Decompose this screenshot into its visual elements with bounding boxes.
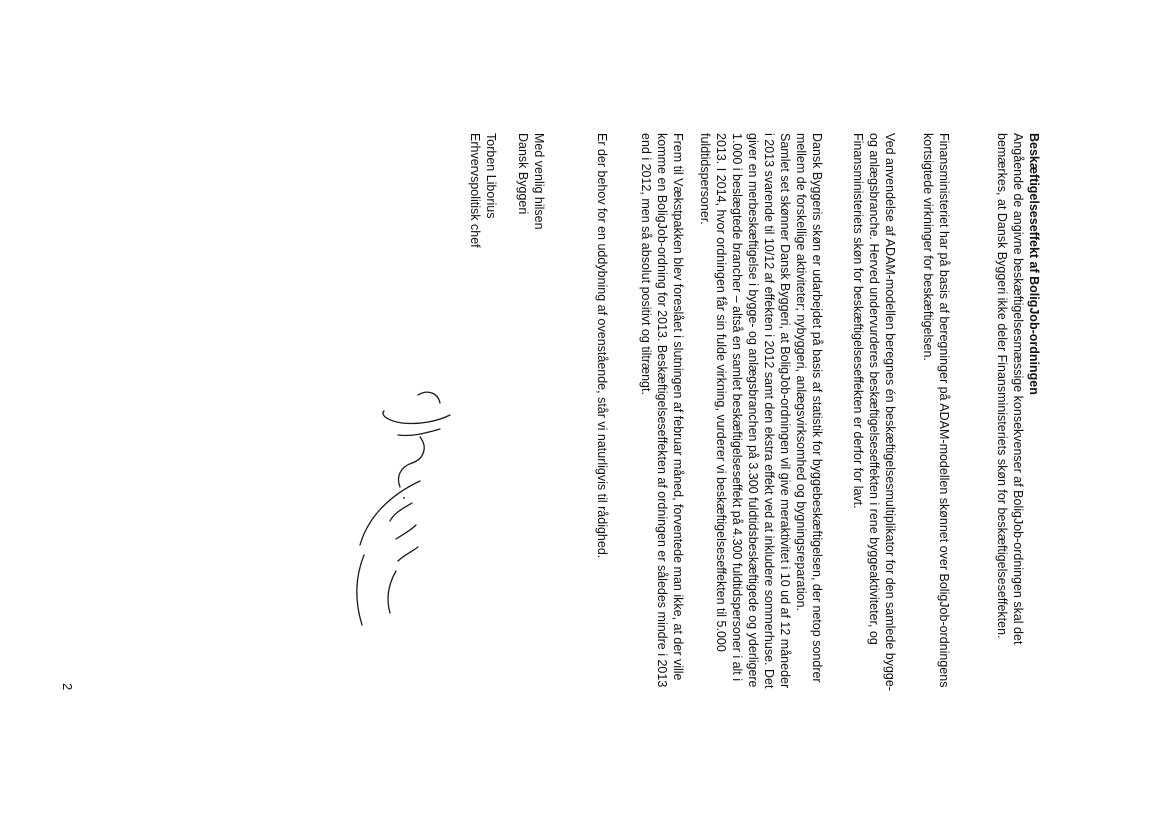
sender-organization: Dansk Byggeri (516, 133, 530, 215)
page-number: 2 (60, 683, 75, 691)
sender-title: Erhvervspolitisk chef (468, 133, 482, 248)
sender-name: Torben Liborius (484, 133, 498, 219)
handwritten-signature (335, 385, 460, 635)
paragraph-adam-model: Ved anvendelse af ADAM-modellen beregnes én beskæftigelsesmultiplikator for den samlede bygge- og anlægsbranche. Herved undervurderes beskæftigelseseffekten i rene byggeaktiviteter, og Finansministeriets skøn for beskæftigelseseffekten er derfor for lavt. (851, 133, 897, 691)
paragraph-vaekstpakken: Frem til Vækstpakken blev foreslået i slutningen af februar måned, forventede man ikke, at der ville komme en BoligJob-ordning for 2013. Beskæftigelseseffekten af ordningen er således mindre i 2013 end i 2012, men så absolut positivt og tiltrængt. (639, 133, 685, 688)
paragraph-total-estimate: Samlet set skønner Dansk Byggeri, at BoligJob-ordningen vil give meraktivitet i 10 ud af 12 måneder i 2013 svarende til 10/12 af effekten i 2012 samt den ekstra effekt ved at inkludere sommerhuse. Det giver en merbeskæftigelse i bygge- og anlægsbranchen på 3.300 fuldtidsbeskæftigede og yderligere 1.000 i beslægtede brancher – altså en samlet beskæftigelseseffekt på 4.300 fuldtidspersoner i alt i 2013. I 2014, hvor ordningen får sin fulde virkning, vurderer vi beskæftigelseseffekten til 5.000 fuldtidspersoner. (698, 133, 792, 689)
greeting: Med venlig hilsen (532, 133, 546, 230)
section-intro (994, 133, 1042, 693)
intro-paragraph: Angående de angivne beskæftigelsesmæssige konsekvenser af BoligJob-ordningen skal det bemærkes, at Dansk Byggeri ikke deler Finansministeriets skøn for beskæftigelseseffekten. (995, 133, 1025, 645)
scan-speck (403, 497, 405, 499)
paragraph-finansministeriet: Finansministeriet har på basis af beregninger på ADAM-modellen skønnet over BoligJob-ordningens kortsigtede virkninger for beskæftigelsen. (921, 133, 951, 688)
paragraph-closing-offer: Er der behov for en uddybning af ovenstående, står vi naturligvis til rådighed. (595, 133, 609, 559)
section-heading: Beskæftigelseseffekt af BoligJob-ordningen (1027, 133, 1041, 395)
signature-block (467, 133, 547, 693)
paragraph-dansk-byggeri-estimate: Dansk Byggeris skøn er udarbejdet på basis af statistik for byggebeskæftigelsen, der netop sondrer mellem de forskellige aktiviteter; nybyggeri, anlægsvirksomhed og bygningsreparation. Samlet set skønner Dansk Byggeri, at BoligJob-ordningen vil give meraktivitet i 10 ud af 12 måneder i 2013 svarende til 10/12 af effekten i 2012 samt den ekstra effekt ved at inkludere sommerhuse. Det giver en merbeskæftigelse i bygge- og anlægsbranchen på 3.300 fuldtidsbeskæftigede og yderligere 1.000 i beslægtede brancher – altså en samlet beskæftigelseseffekt på 4.300 fuldtidspersoner i alt i 2013. I 2014, hvor ordningen får sin fulde virkning, vurderer vi beskæftigelseseffekten til 5.000 fuldtidspersoner. (697, 133, 825, 693)
